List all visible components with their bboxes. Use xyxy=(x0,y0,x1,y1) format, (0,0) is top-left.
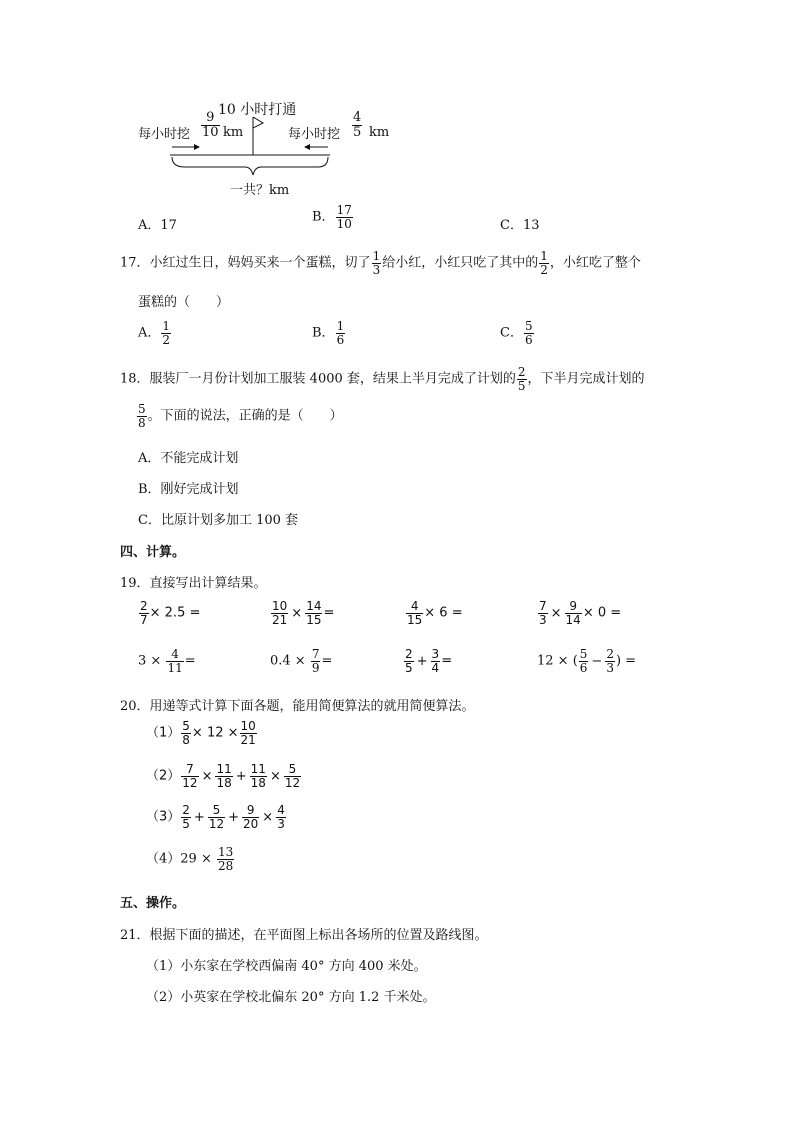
option-letter: C． xyxy=(500,218,523,233)
frac-den: 8 xyxy=(138,415,146,430)
section-5-heading: 五、操作。 xyxy=(120,896,186,911)
q17-option-a[interactable] xyxy=(138,320,172,346)
q18-stem-line2 xyxy=(136,403,343,429)
q20-problem-2: （2） $\frac{7}{12}$ × $\frac{11}{18}$ + $\frac{11}{18}$ × $\frac{5}{12}$ xyxy=(146,762,301,790)
option-letter: C． xyxy=(500,325,523,341)
expr-op: − xyxy=(591,653,603,669)
q17-stem-line1 xyxy=(120,250,641,276)
option-letter: A． xyxy=(138,218,161,233)
frac-den: 18 xyxy=(216,775,232,790)
q19-stem xyxy=(120,572,267,591)
frac-num: 2 xyxy=(405,647,413,661)
frac-num: 5 xyxy=(138,402,146,416)
q18-stem-line1 xyxy=(120,366,645,392)
diagram-left-unit: km xyxy=(223,125,244,140)
frac-den: 5 xyxy=(182,816,190,831)
q17-option-b[interactable] xyxy=(312,320,346,346)
frac-den: 15 xyxy=(306,612,322,627)
question-text: 用递等式计算下面各题，能用简便算法的就用简便算法。 xyxy=(149,699,475,714)
expr-text: × 12 × xyxy=(191,725,239,741)
diagram-right-den: 5 xyxy=(353,124,362,140)
q16-option-b[interactable] xyxy=(312,204,354,230)
frac-den: 15 xyxy=(407,612,423,627)
diagram-total-label: 一共？km xyxy=(230,183,290,198)
question-text: 给小红，小红只吃了其中的 xyxy=(382,255,539,271)
q16-option-c[interactable] xyxy=(500,214,540,233)
frac-num: 1 xyxy=(372,249,381,263)
q17-stem-line2: 蛋糕的（ ） xyxy=(138,295,230,310)
frac-den: 3 xyxy=(606,660,614,675)
question-text: ，下半月完成计划的 xyxy=(527,371,645,387)
frac-num: 5 xyxy=(212,803,221,817)
frac-den: 21 xyxy=(240,732,256,747)
q18-option-a[interactable]: A．不能完成计划 xyxy=(138,451,239,466)
frac-den: 12 xyxy=(182,775,198,790)
frac-num: 5 xyxy=(579,647,588,661)
problem-label: （4） xyxy=(146,851,181,867)
q20-problem-4 xyxy=(146,846,235,872)
frac-den: 12 xyxy=(208,816,225,831)
frac-den: 7 xyxy=(140,612,148,627)
expr-text: = xyxy=(441,653,453,669)
expr-text: = xyxy=(321,653,333,669)
question-number: 21． xyxy=(120,928,150,943)
frac-den: 3 xyxy=(372,262,381,277)
question-text: ，小红吃了整个 xyxy=(549,255,641,271)
frac-num: 2 xyxy=(182,803,190,817)
frac-den: 10 xyxy=(336,216,352,231)
frac-num: 7 xyxy=(186,762,194,776)
frac-num: 10 xyxy=(240,719,256,733)
frac-num: 17 xyxy=(336,203,352,217)
problem-label: （1） xyxy=(146,725,181,741)
frac-den: 18 xyxy=(250,775,266,790)
expr-op: + xyxy=(416,653,428,669)
question-text: 服装厂一月份计划加工服装 4000 套，结果上半月完成了计划的 xyxy=(149,371,516,387)
frac-den: 3 xyxy=(277,816,285,831)
frac-num: 2 xyxy=(606,647,614,661)
frac-num: 1 xyxy=(162,319,171,333)
frac-den: 6 xyxy=(336,332,345,347)
q19-expr-2: $\frac{10}{21}$ × $\frac{14}{15}$ = xyxy=(272,599,335,627)
expr-text: × 0 = xyxy=(582,605,622,621)
q21-statement-2: （2）小英家在学校北偏东 20° 方向 1.2 千米处。 xyxy=(146,990,436,1005)
expr-text: ) = xyxy=(615,653,637,669)
frac-den: 12 xyxy=(284,775,301,790)
frac-num: 10 xyxy=(272,599,288,613)
frac-num: 2 xyxy=(140,599,148,613)
expr-text: = xyxy=(323,605,335,621)
q18-option-b[interactable]: B．刚好完成计划 xyxy=(138,482,239,497)
frac-num: 13 xyxy=(218,845,234,859)
frac-den: 14 xyxy=(565,612,581,627)
q16-option-a[interactable] xyxy=(138,214,177,233)
frac-num: 7 xyxy=(311,647,320,661)
q21-stem xyxy=(120,924,488,943)
q20-problem-1 xyxy=(146,720,258,746)
frac-num: 9 xyxy=(569,599,577,613)
frac-den: 5 xyxy=(517,378,526,393)
diagram-right-unit: km xyxy=(369,125,390,140)
diagram-left-den: 10 xyxy=(202,124,219,140)
option-letter: B． xyxy=(312,209,335,225)
frac-num: 14 xyxy=(306,599,322,613)
expr-text: = xyxy=(184,653,196,669)
q19-expr-3 xyxy=(405,600,463,626)
frac-den: 3 xyxy=(539,612,547,627)
frac-num: 2 xyxy=(517,365,526,379)
frac-den: 2 xyxy=(162,332,171,347)
option-letter: A． xyxy=(138,325,161,341)
tunnel-diagram xyxy=(130,95,410,205)
frac-den: 5 xyxy=(405,660,413,675)
q19-expr-6 xyxy=(270,648,332,674)
question-number: 18． xyxy=(120,371,150,387)
frac-den: 2 xyxy=(540,262,548,277)
question-text: 。下面的说法，正确的是（ ） xyxy=(147,408,343,424)
frac-num: 7 xyxy=(539,599,547,613)
diagram-flag-label: 10 小时打通 xyxy=(218,102,297,118)
frac-den: 11 xyxy=(167,660,183,675)
question-number: 20． xyxy=(120,699,150,714)
option-value: 17 xyxy=(160,218,177,233)
frac-den: 9 xyxy=(311,660,320,675)
frac-num: 4 xyxy=(171,647,179,661)
frac-den: 6 xyxy=(579,660,588,675)
frac-num: 5 xyxy=(288,762,297,776)
expr-text: 12 × ( xyxy=(537,653,578,669)
q20-problem-3: （3） $\frac{2}{5}$ + $\frac{5}{12}$ + $\frac{9}{20}$ × $\frac{4}{3}$ xyxy=(146,803,285,831)
diagram-right-num: 4 xyxy=(353,110,362,125)
q19-expr-8 xyxy=(537,648,636,674)
q19-expr-4: $\frac{7}{3}$ × $\frac{9}{14}$ × 0 = xyxy=(539,599,622,627)
expr-text: 3 × xyxy=(138,653,162,669)
frac-den: 21 xyxy=(272,612,288,627)
question-text: 小红过生日，妈妈买来一个蛋糕，切了 xyxy=(149,255,371,271)
frac-num: 5 xyxy=(524,319,533,333)
frac-num: 9 xyxy=(246,803,255,817)
diagram-right-fraction xyxy=(351,111,363,139)
question-number: 19． xyxy=(120,576,150,591)
frac-num: 3 xyxy=(431,647,440,661)
frac-num: 1 xyxy=(336,319,345,333)
frac-num: 11 xyxy=(216,762,232,776)
q20-stem xyxy=(120,695,475,714)
expr-text: 0.4 × xyxy=(270,653,306,669)
option-value: 13 xyxy=(522,218,540,233)
q18-option-c[interactable]: C．比原计划多加工 100 套 xyxy=(138,513,299,528)
q17-option-c[interactable] xyxy=(500,320,535,346)
diagram-left-label: 每小时挖 xyxy=(138,127,191,142)
frac-num: 4 xyxy=(277,803,285,817)
frac-den: 8 xyxy=(182,732,190,747)
frac-num: 11 xyxy=(250,762,266,776)
diagram-left-num: 9 xyxy=(206,110,215,125)
question-text: 根据下面的描述，在平面图上标出各场所的位置及路线图。 xyxy=(149,928,488,943)
expr-text: × 2.5 = xyxy=(149,605,201,621)
q19-expr-5 xyxy=(138,648,196,674)
problem-label: （3） xyxy=(146,809,181,825)
diagram-right-label: 每小时挖 xyxy=(288,127,341,142)
question-text: 直接写出计算结果。 xyxy=(149,576,267,591)
q21-statement-1: （1）小东家在学校西偏南 40° 方向 400 米处。 xyxy=(146,959,427,974)
q19-expr-7 xyxy=(403,648,452,674)
frac-den: 6 xyxy=(524,332,533,347)
frac-den: 20 xyxy=(243,816,259,831)
frac-num: 4 xyxy=(410,599,419,613)
frac-den: 4 xyxy=(431,660,440,675)
option-letter: B． xyxy=(312,325,335,341)
frac-num: 1 xyxy=(540,249,548,263)
expr-text: × 6 = xyxy=(424,605,463,621)
expr-text: 29 × xyxy=(180,851,212,867)
q19-expr-1 xyxy=(138,600,200,626)
section-4-heading: 四、计算。 xyxy=(120,545,186,560)
frac-num: 5 xyxy=(182,719,190,733)
problem-label: （2） xyxy=(146,768,181,784)
question-number: 17． xyxy=(120,255,150,271)
frac-den: 28 xyxy=(218,858,234,873)
